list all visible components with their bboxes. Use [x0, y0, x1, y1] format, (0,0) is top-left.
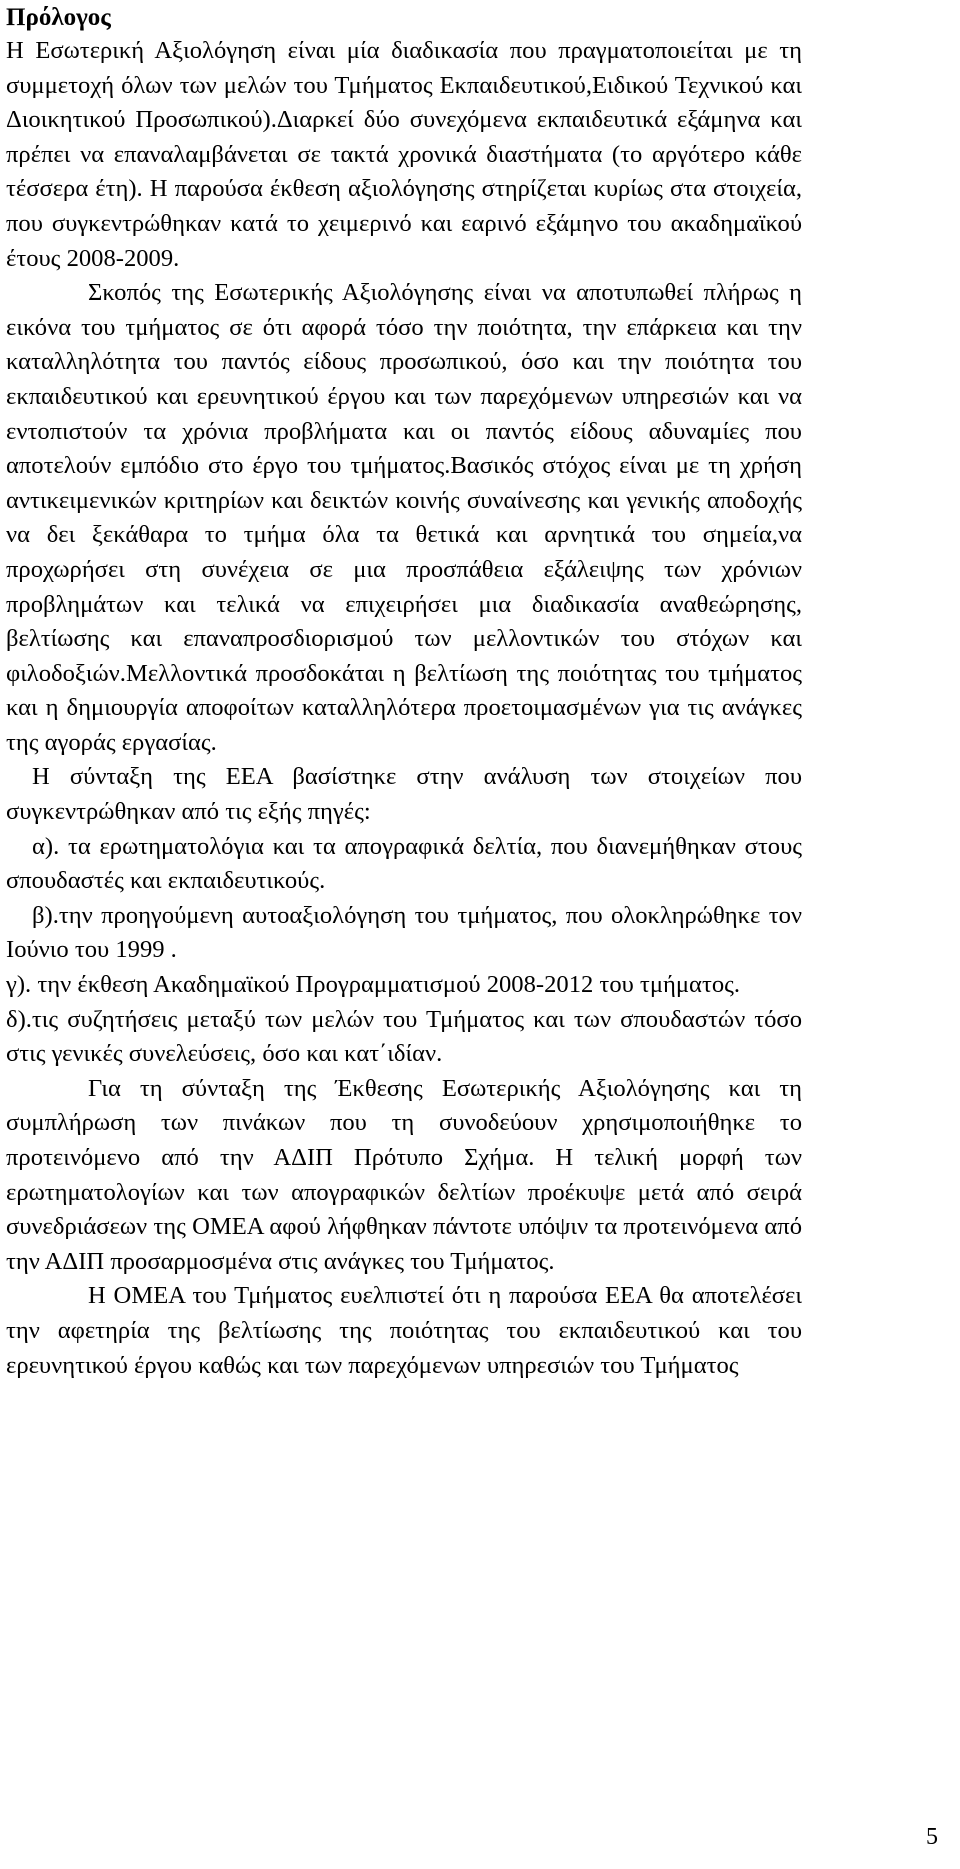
- list-item-sources-a: α). τα ερωτηματολόγια και τα απογραφικά δελτία, που διανεμήθηκαν στους σπουδαστές και εκπαιδευτικούς.: [6, 832, 802, 895]
- paragraph-conclusion: Η ΟΜΕΑ του Τμήματος ευελπιστεί ότι η παρούσα ΕΕΑ θα αποτελέσει την αφετηρία της βελτίωσης της ποιότητας του εκπαιδευτικού και του ερευνητικού έργου καθώς και των παρεχόμενων υπηρεσιών του Τμήματος: [6, 1282, 802, 1379]
- list-item-sources-b: β).την προηγούμενη αυτοαξιολόγηση του τμήματος, που ολοκληρώθηκε τον Ιούνιο του 1999 .: [6, 901, 802, 964]
- list-item-sources-c: γ). την έκθεση Ακαδημαϊκού Προγραμματισμού 2008-2012 του τμήματος.: [6, 971, 741, 999]
- document-page: [6, 0, 802, 1383]
- document-heading: Πρόλογος: [6, 4, 111, 31]
- page-number: 5: [926, 1824, 938, 1850]
- list-item-sources-d: δ).τις συζητήσεις μεταξύ των μελών του Τμήματος και των σπουδαστών τόσο στις γενικές συνελεύσεις, όσο και κατ΄ιδίαν.: [6, 1005, 802, 1068]
- paragraph-sources-intro: Η σύνταξη της ΕΕΑ βασίστηκε στην ανάλυση των στοιχείων που συγκεντρώθηκαν από τις εξής πηγές:: [6, 763, 802, 826]
- paragraph-methodology: Για τη σύνταξη της Έκθεσης Εσωτερικής Αξιολόγησης και τη συμπλήρωση των πινάκων που τη συνοδεύουν χρησιμοποιήθηκε το προτεινόμενο από την ΑΔΙΠ Πρότυπο Σχήμα. Η τελική μορφή των ερωτηματολογίων και των απογραφικών δελτίων προέκυψε μετά από σειρά συνεδριάσεων της ΟΜΕΑ αφού λήφθηκαν πάντοτε υπόψιν τα προτεινόμενα από την ΑΔΙΠ προσαρμοσμένα στις ανάγκες του Τμήματος.: [6, 1074, 802, 1275]
- paragraph-purpose: Σκοπός της Εσωτερικής Αξιολόγησης είναι να αποτυπωθεί πλήρως η εικόνα του τμήματος σε ότι αφορά τόσο την ποιότητα, την επάρκεια και την καταλληλότητα του παντός είδους προσωπικού, όσο και την ποιότητα του εκπαιδευτικού και ερευνητικού έργου και των παρεχόμενων υπηρεσιών και να εντοπιστούν τα χρόνια προβλήματα και οι παντός είδους αδυναμίες που αποτελούν εμπόδιο στο έργο του τμήματος.Βασικός στόχος είναι με τη χρήση αντικειμενικών κριτηρίων και δεικτών κοινής συναίνεσης και γενικής αποδοχής να δει ξεκάθαρα το τμήμα όλα τα θετικά και αρνητικά του σημεία,να προχωρήσει στη συνέχεια σε μια προσπάθεια εξάλειψης των χρόνιων προβλημάτων και τελικά να επιχειρήσει μια διαδικασία αναθεώρησης, βελτίωσης και επαναπροσδιορισμού των μελλοντικών του στόχων και φιλοδοξιών.Μελλοντικά προσδοκάται η βελτίωση της ποιότητας του τμήματος και η δημιουργία αποφοίτων καταλληλότερα προετοιμασμένων για τις ανάγκες της αγοράς εργασίας.: [6, 279, 802, 756]
- paragraph-introduction: Η Εσωτερική Αξιολόγηση είναι μία διαδικασία που πραγματοποιείται με τη συμμετοχή όλων των μελών του Τμήματος Εκπαιδευτικού,Ειδικού Τεχνικού και Διοικητικού Προσωπικού).Διαρκεί δύο συνεχόμενα εκπαιδευτικά εξάμηνα και πρέπει να επαναλαμβάνεται σε τακτά χρονικά διαστήματα (το αργότερο κάθε τέσσερα έτη). Η παρούσα έκθεση αξιολόγησης στηρίζεται κυρίως στα στοιχεία, που συγκεντρώθηκαν κατά το χειμερινό και εαρινό εξάμηνο του ακαδημαϊκού έτους 2008-2009.: [6, 37, 802, 272]
